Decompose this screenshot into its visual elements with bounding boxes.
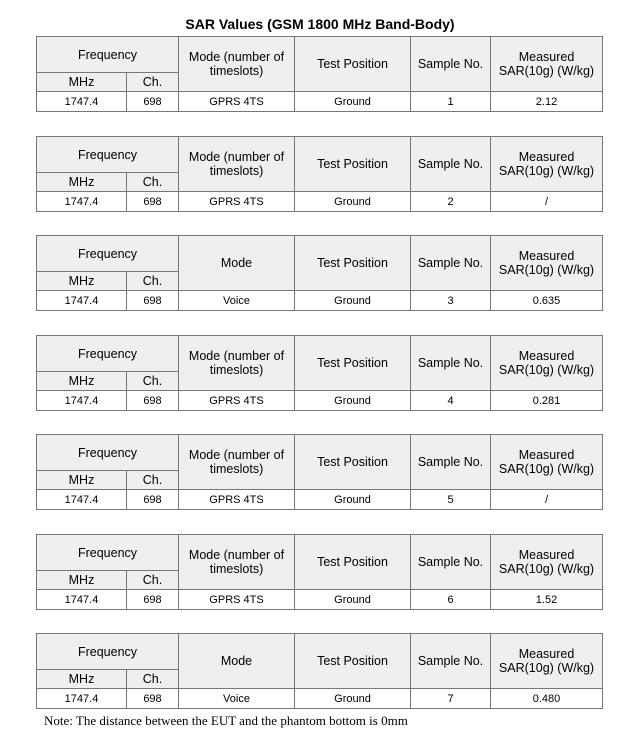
measured-sar-header: Measured SAR(10g) (W/kg)	[491, 37, 603, 92]
test-position-header: Test Position	[295, 435, 411, 490]
measured-sar-header: Measured SAR(10g) (W/kg)	[491, 236, 603, 291]
ch-header: Ch.	[127, 73, 179, 92]
mhz-header: MHz	[37, 670, 127, 689]
mode-cell: GPRS 4TS	[179, 192, 295, 212]
mode-header: Mode (number of timeslots)	[179, 435, 295, 490]
test-position-cell: Ground	[295, 391, 411, 411]
mhz-header: MHz	[37, 471, 127, 490]
mode-cell: Voice	[179, 291, 295, 311]
sample-no-header: Sample No.	[411, 137, 491, 192]
ch-header: Ch.	[127, 670, 179, 689]
mode-cell: GPRS 4TS	[179, 92, 295, 112]
sample-no-header: Sample No.	[411, 634, 491, 689]
sar-table	[36, 235, 603, 311]
ch-cell: 698	[127, 689, 179, 709]
table-row	[37, 689, 603, 709]
ch-cell: 698	[127, 291, 179, 311]
sar-table	[36, 534, 603, 610]
mhz-cell: 1747.4	[37, 391, 127, 411]
frequency-header: Frequency	[37, 236, 179, 272]
table-row	[37, 192, 603, 212]
test-position-header: Test Position	[295, 137, 411, 192]
test-position-cell: Ground	[295, 92, 411, 112]
mhz-header: MHz	[37, 372, 127, 391]
sample-no-cell: 7	[411, 689, 491, 709]
sample-no-cell: 4	[411, 391, 491, 411]
measured-sar-cell: 0.281	[491, 391, 603, 411]
sar-table	[36, 434, 603, 510]
table-row	[37, 490, 603, 510]
sample-no-cell: 2	[411, 192, 491, 212]
mhz-header: MHz	[37, 272, 127, 291]
measured-sar-header: Measured SAR(10g) (W/kg)	[491, 137, 603, 192]
sample-no-cell: 3	[411, 291, 491, 311]
mode-header: Mode (number of timeslots)	[179, 37, 295, 92]
sample-no-header: Sample No.	[411, 535, 491, 590]
ch-cell: 698	[127, 490, 179, 510]
sample-no-header: Sample No.	[411, 236, 491, 291]
mode-header: Mode	[179, 634, 295, 689]
ch-cell: 698	[127, 92, 179, 112]
mode-cell: GPRS 4TS	[179, 490, 295, 510]
mhz-cell: 1747.4	[37, 192, 127, 212]
sample-no-cell: 1	[411, 92, 491, 112]
mhz-cell: 1747.4	[37, 92, 127, 112]
sample-no-cell: 5	[411, 490, 491, 510]
table-row	[37, 590, 603, 610]
test-position-header: Test Position	[295, 37, 411, 92]
sample-no-cell: 6	[411, 590, 491, 610]
ch-header: Ch.	[127, 571, 179, 590]
measured-sar-cell: 0.635	[491, 291, 603, 311]
mhz-header: MHz	[37, 73, 127, 92]
measured-sar-cell: 0.480	[491, 689, 603, 709]
mhz-cell: 1747.4	[37, 291, 127, 311]
frequency-header: Frequency	[37, 435, 179, 471]
mode-header: Mode (number of timeslots)	[179, 336, 295, 391]
sample-no-header: Sample No.	[411, 336, 491, 391]
sar-table	[36, 136, 603, 212]
test-position-cell: Ground	[295, 689, 411, 709]
frequency-header: Frequency	[37, 137, 179, 173]
mode-header: Mode (number of timeslots)	[179, 535, 295, 590]
ch-cell: 698	[127, 590, 179, 610]
mode-header: Mode (number of timeslots)	[179, 137, 295, 192]
measured-sar-cell: /	[491, 192, 603, 212]
mode-cell: GPRS 4TS	[179, 590, 295, 610]
table-row	[37, 291, 603, 311]
test-position-cell: Ground	[295, 291, 411, 311]
ch-cell: 698	[127, 391, 179, 411]
frequency-header: Frequency	[37, 634, 179, 670]
ch-header: Ch.	[127, 173, 179, 192]
sample-no-header: Sample No.	[411, 37, 491, 92]
ch-header: Ch.	[127, 372, 179, 391]
test-position-cell: Ground	[295, 490, 411, 510]
mhz-cell: 1747.4	[37, 689, 127, 709]
mhz-header: MHz	[37, 571, 127, 590]
measured-sar-cell: /	[491, 490, 603, 510]
table-row	[37, 92, 603, 112]
test-position-cell: Ground	[295, 590, 411, 610]
table-row	[37, 391, 603, 411]
measured-sar-cell: 2.12	[491, 92, 603, 112]
measured-sar-cell: 1.52	[491, 590, 603, 610]
frequency-header: Frequency	[37, 37, 179, 73]
footnote: Note: The distance between the EUT and the phantom bottom is 0mm	[44, 713, 408, 728]
mode-header: Mode	[179, 236, 295, 291]
measured-sar-header: Measured SAR(10g) (W/kg)	[491, 435, 603, 490]
frequency-header: Frequency	[37, 336, 179, 372]
sar-table	[36, 335, 603, 411]
mhz-header: MHz	[37, 173, 127, 192]
ch-header: Ch.	[127, 272, 179, 291]
ch-cell: 698	[127, 192, 179, 212]
measured-sar-header: Measured SAR(10g) (W/kg)	[491, 336, 603, 391]
test-position-header: Test Position	[295, 634, 411, 689]
measured-sar-header: Measured SAR(10g) (W/kg)	[491, 535, 603, 590]
mhz-cell: 1747.4	[37, 590, 127, 610]
test-position-header: Test Position	[295, 236, 411, 291]
ch-header: Ch.	[127, 471, 179, 490]
frequency-header: Frequency	[37, 535, 179, 571]
test-position-cell: Ground	[295, 192, 411, 212]
sar-table	[36, 633, 603, 709]
sar-table	[36, 36, 603, 112]
test-position-header: Test Position	[295, 336, 411, 391]
sample-no-header: Sample No.	[411, 435, 491, 490]
measured-sar-header: Measured SAR(10g) (W/kg)	[491, 634, 603, 689]
page-title: SAR Values (GSM 1800 MHz Band-Body)	[185, 16, 455, 32]
mode-cell: GPRS 4TS	[179, 391, 295, 411]
test-position-header: Test Position	[295, 535, 411, 590]
mhz-cell: 1747.4	[37, 490, 127, 510]
mode-cell: Voice	[179, 689, 295, 709]
